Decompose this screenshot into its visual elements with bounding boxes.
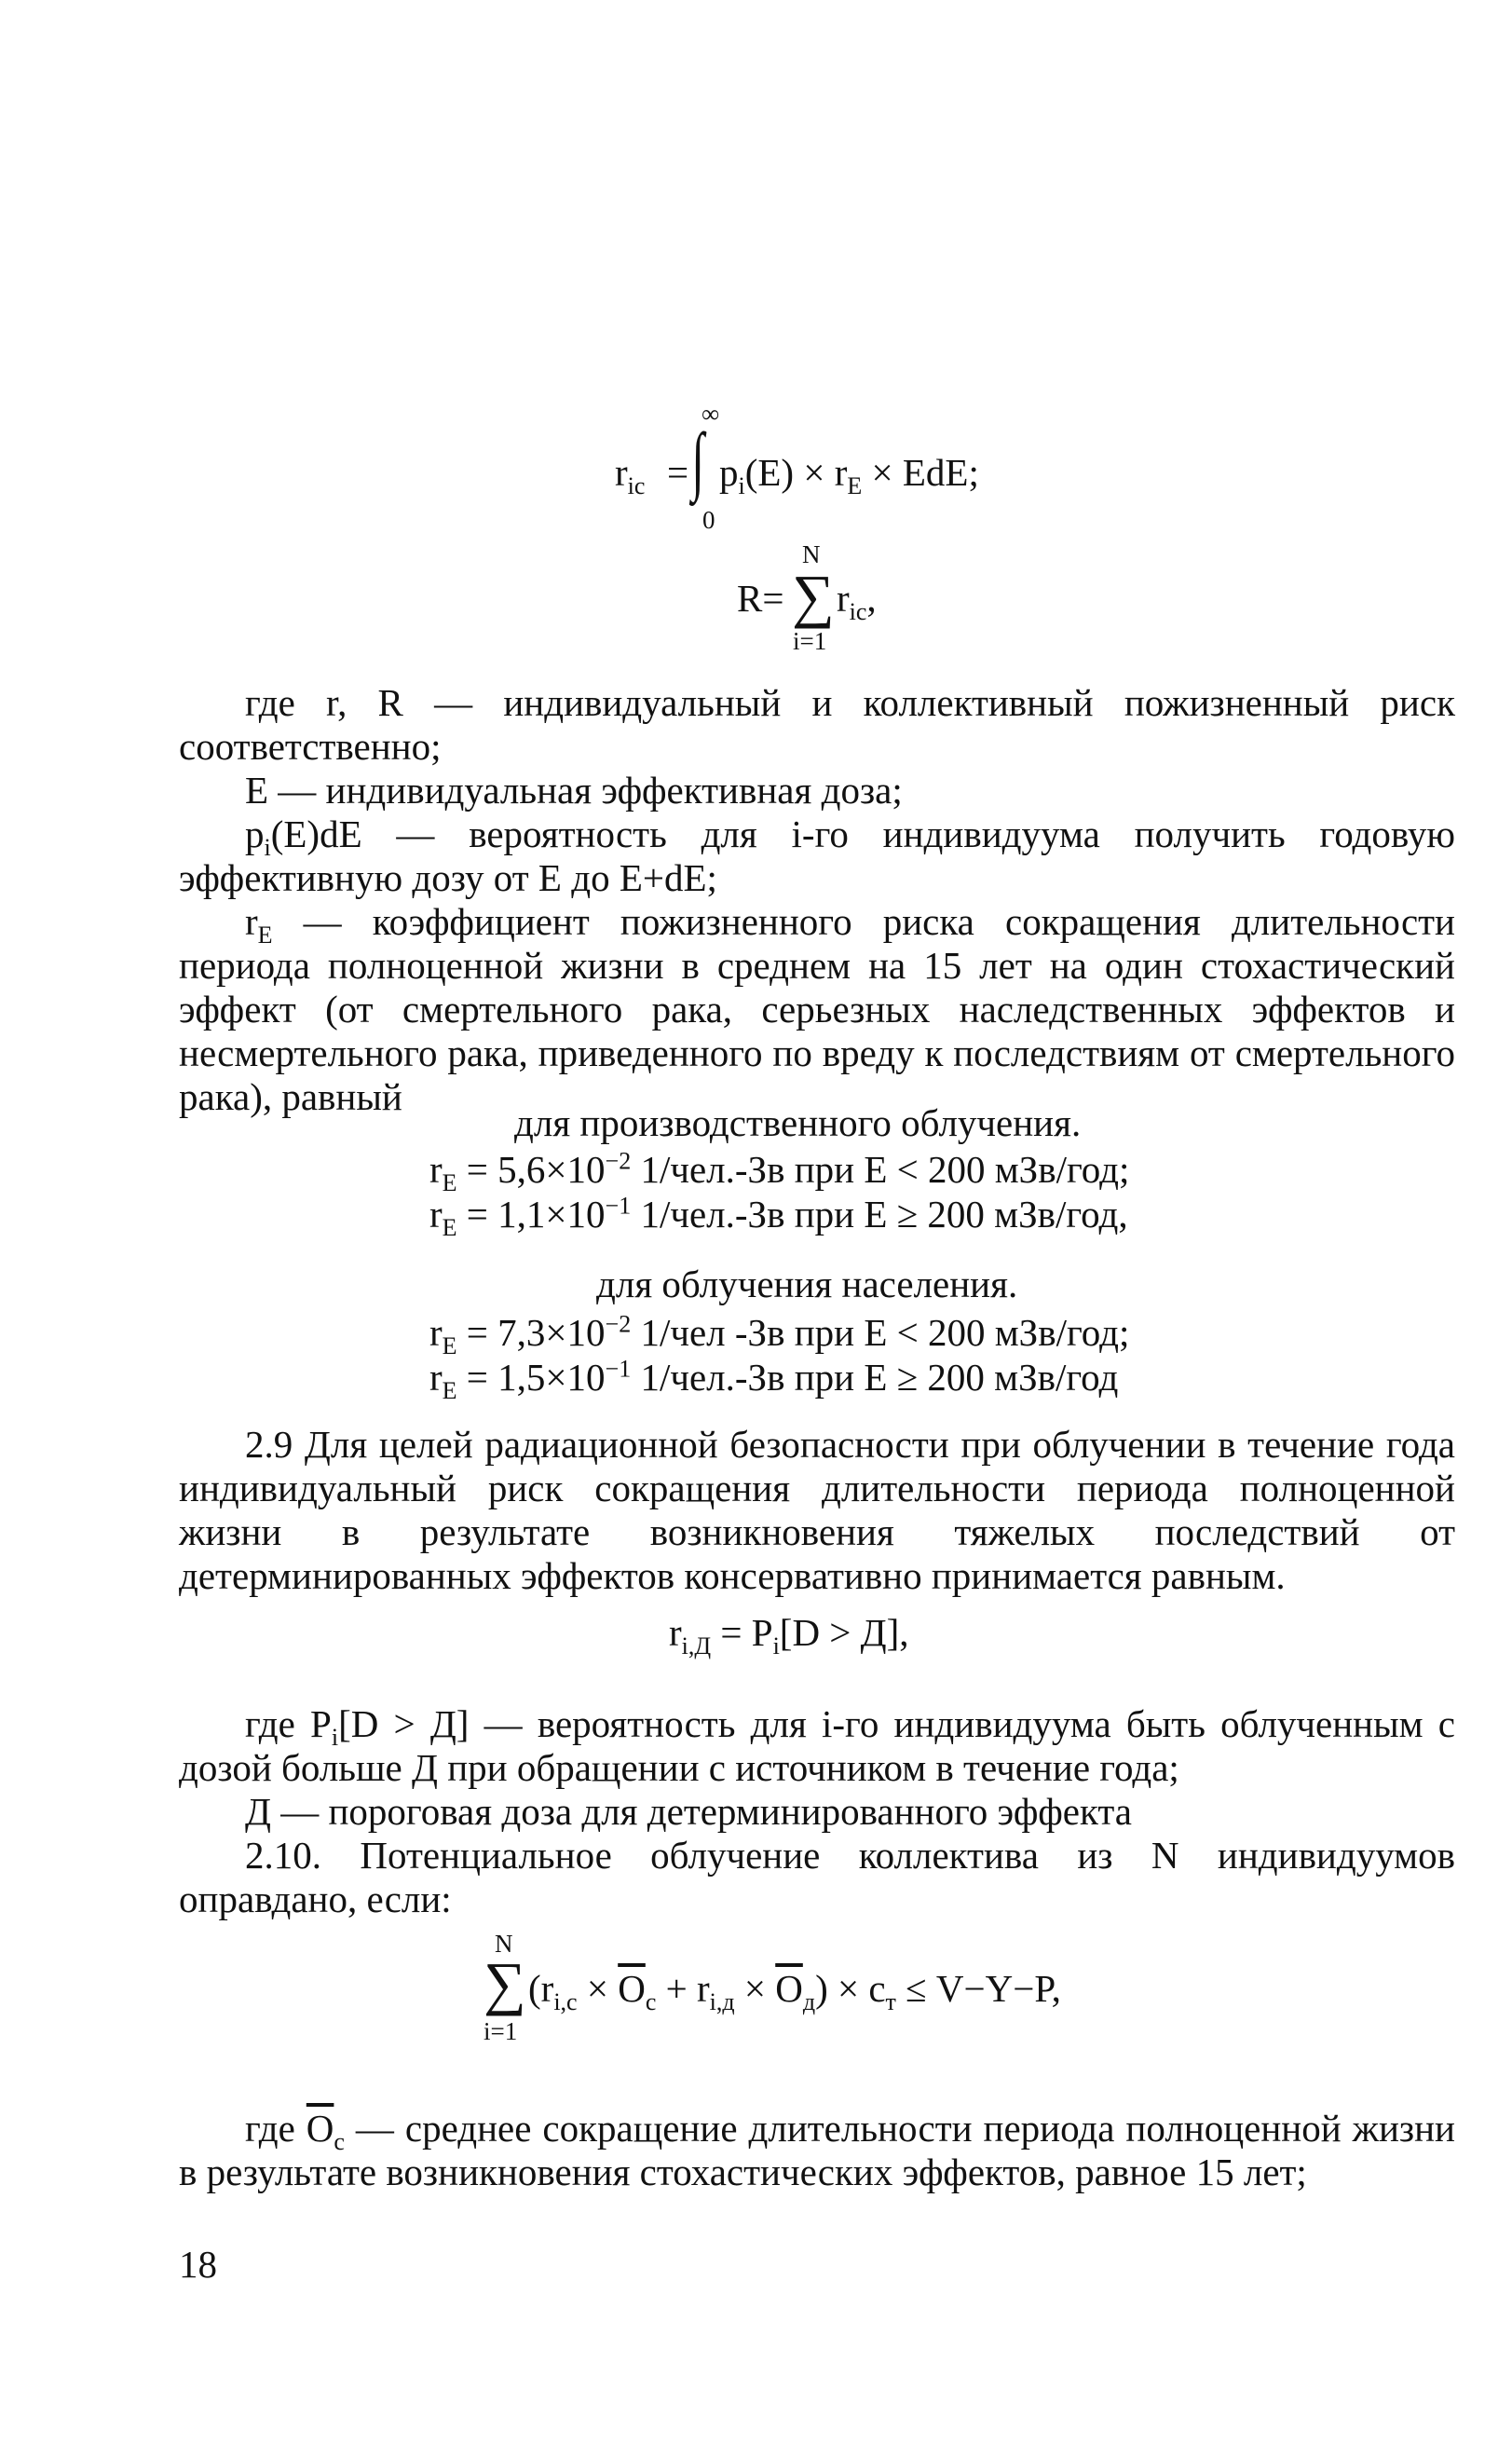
formula1-eq: = (667, 451, 689, 494)
formula1-lhs: $r_{ic}$ (615, 451, 646, 500)
formula1-body: $p_i(E) \times r_E$ × EdE; (719, 451, 979, 500)
definitions-block (179, 681, 1455, 1119)
definition-p: $p_i(E)dE$ — вероятность для i-го индивидуума получить годовую эффективную дозу от E до E+dE; (179, 813, 1455, 899)
definition-E: E — индивидуальная эффективная доза; (245, 769, 903, 812)
section-2-9-definitions (179, 1702, 1455, 1834)
formula-deterministic-risk: $r_{i,Д} = P_i[D > Д]$, (669, 1611, 909, 1660)
formula2-lhs: R= (737, 577, 784, 620)
population-rate-low: $r_E = 7,3\times 10^{-2}$ 1/чел -Зв при E < 200 мЗв/год; (429, 1310, 1130, 1360)
sum2-upper-limit: N (495, 1930, 513, 1958)
sum-lower-limit: i=1 (793, 627, 827, 655)
section-2-10-text (179, 1834, 1455, 1921)
sum-sign: ∑ (792, 563, 835, 629)
formula2-term: $r_{ic}$, (837, 577, 877, 626)
occupational-rate-high: $r_E = 1,1\times 10^{-1}$ 1/чел.-Зв при E ≥ 200 мЗв/год, (429, 1192, 1128, 1242)
definition-rE: $r_E$ — коэффициент пожизненного риска сокращения длительности периода полноценной жизни в среднем на 15 лет на один стохастический эффект (от смертельного рака, серьезных наследственных эффектов и несмертельного рака, приведенного по вреду к последствиям от смертельного рака), равный (179, 900, 1455, 1118)
definition-Oc: где $\overline{O}_c$ — среднее сокращение длительности периода полноценной жизни в результате возникновения стохастических эффектов, равное 15 лет; (179, 2107, 1455, 2193)
integral-sign: ∫ (691, 417, 704, 502)
section-2-10-definitions (179, 2107, 1455, 2194)
occupational-rate-low: $r_E = 5,6\times 10^{-2}$ 1/чел.-Зв при E < 200 мЗв/год; (429, 1147, 1130, 1197)
sum2-lower-limit: i=1 (484, 2017, 518, 2045)
section-2-9-paragraph: 2.9 Для целей радиационной безопасности при облучении в течение года индивидуальный риск сокращения длительности периода полноценной жизни в результате возникновения тяжелых последствий от детерминированных эффектов консервативно принимается равным. (179, 1423, 1455, 1597)
definition-D: Д — пороговая доза для детерминированного эффекта (245, 1790, 1132, 1833)
population-rate-high: $r_E = 1,5\times 10^{-1}$ 1/чел.-Зв при E ≥ 200 мЗв/год (429, 1355, 1119, 1405)
definition-r-R: где r, R — индивидуальный и коллективный пожизненный риск соответственно; (179, 681, 1455, 768)
sum2-sign: ∑ (484, 1950, 526, 2016)
sum-upper-limit: N (802, 540, 821, 568)
population-heading: для облучения населения. (596, 1263, 1018, 1305)
section-2-9-text (179, 1423, 1455, 1598)
section-2-10-paragraph: 2.10. Потенциальное облучение коллектива из N индивидуумов оправдано, если: (179, 1834, 1455, 1920)
occupational-heading: для производственного облучения. (514, 1101, 1082, 1144)
integral-upper-limit: ∞ (702, 400, 720, 428)
formula-justification-body: $(r_{i,c} \times \overline{O}_c + r_{i,д} \times \overline{O}_д) \times c_т \le V-Y-P$, (528, 1967, 1061, 2016)
definition-Pi: где $P_i[D > Д]$ — вероятность для i-го индивидуума быть облученным с дозой больше Д при обращении с источником в течение года; (179, 1702, 1455, 1789)
page-number: 18 (179, 2243, 217, 2286)
integral-lower-limit: 0 (702, 506, 715, 534)
